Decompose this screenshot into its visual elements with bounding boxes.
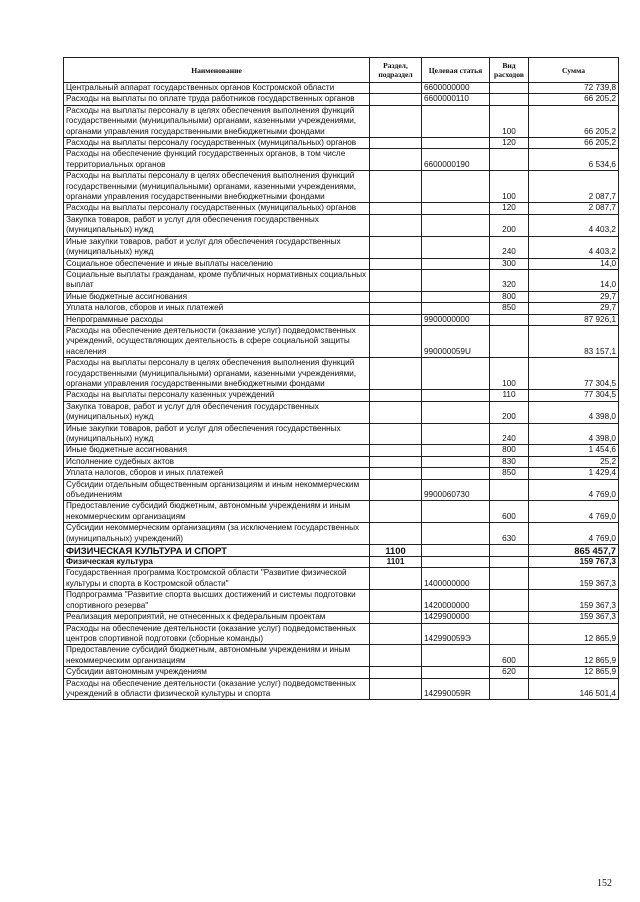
cell-section xyxy=(370,667,422,678)
cell-kind: 120 xyxy=(490,138,529,149)
cell-kind: 110 xyxy=(490,390,529,401)
cell-target xyxy=(422,667,490,678)
table-row xyxy=(64,94,619,105)
table-row xyxy=(64,390,619,401)
cell-kind: 800 xyxy=(490,445,529,456)
cell-kind xyxy=(490,590,529,612)
cell-kind: 830 xyxy=(490,456,529,467)
cell-section xyxy=(370,590,422,612)
header-kind: Вид расходов xyxy=(490,58,529,83)
cell-section xyxy=(370,149,422,171)
cell-target: 1420000000 xyxy=(422,590,490,612)
cell-name: Физическая культура xyxy=(64,557,370,568)
cell-target xyxy=(422,423,490,445)
cell-section xyxy=(370,203,422,214)
cell-section: 1101 xyxy=(370,557,422,568)
table-row xyxy=(64,468,619,479)
cell-section xyxy=(370,645,422,667)
cell-amount: 4 403,2 xyxy=(529,214,619,236)
table-row xyxy=(64,303,619,314)
cell-amount: 12 865,9 xyxy=(529,623,619,645)
cell-kind: 100 xyxy=(490,171,529,203)
cell-amount: 29,7 xyxy=(529,291,619,302)
cell-section xyxy=(370,105,422,137)
cell-name: Закупка товаров, работ и услуг для обеспечения государственных (муниципальных) нужд xyxy=(64,401,370,423)
table-row xyxy=(64,612,619,623)
cell-name: Расходы на выплаты по оплате труда работников государственных органов xyxy=(64,94,370,105)
table-row xyxy=(64,501,619,523)
cell-section xyxy=(370,423,422,445)
cell-section xyxy=(370,623,422,645)
cell-amount: 159 367,3 xyxy=(529,612,619,623)
cell-target xyxy=(422,138,490,149)
cell-section xyxy=(370,83,422,94)
cell-section xyxy=(370,445,422,456)
cell-kind xyxy=(490,612,529,623)
cell-section xyxy=(370,171,422,203)
cell-kind: 630 xyxy=(490,523,529,545)
cell-kind: 100 xyxy=(490,358,529,390)
cell-target xyxy=(422,214,490,236)
table-row xyxy=(64,138,619,149)
cell-name: Закупка товаров, работ и услуг для обеспечения государственных (муниципальных) нужд xyxy=(64,214,370,236)
cell-name: Иные бюджетные ассигнования xyxy=(64,445,370,456)
cell-target xyxy=(422,358,490,390)
cell-target xyxy=(422,557,490,568)
cell-amount: 83 157,1 xyxy=(529,325,619,357)
header-target: Целевая статья xyxy=(422,58,490,83)
cell-section xyxy=(370,214,422,236)
table-row xyxy=(64,479,619,501)
cell-kind xyxy=(490,149,529,171)
table-row xyxy=(64,667,619,678)
cell-section: 1100 xyxy=(370,545,422,557)
cell-kind xyxy=(490,314,529,325)
cell-name: Расходы на выплаты персоналу в целях обеспечения выполнения функций государственными (муниципальными) органами, казенными учреждениями, органами управления государственными внебюджетными фондами xyxy=(64,105,370,137)
cell-name: Расходы на выплаты персоналу в целях обеспечения выполнения функций государственными (муниципальными) органами, казенными учреждениями, органами управления государственными внебюджетными фондами xyxy=(64,171,370,203)
budget-table xyxy=(63,57,619,700)
cell-name: Предоставление субсидий бюджетным, автономным учреждениям и иным некоммерческим организациям xyxy=(64,501,370,523)
cell-target xyxy=(422,303,490,314)
cell-target xyxy=(422,236,490,258)
table-row xyxy=(64,623,619,645)
table-row xyxy=(64,314,619,325)
cell-section xyxy=(370,479,422,501)
cell-amount: 2 087,7 xyxy=(529,203,619,214)
table-row xyxy=(64,557,619,568)
cell-name: Исполнение судебных актов xyxy=(64,456,370,467)
cell-name: Уплата налогов, сборов и иных платежей xyxy=(64,303,370,314)
page-number: 152 xyxy=(597,878,612,889)
cell-target: 6600000000 xyxy=(422,83,490,94)
cell-amount: 1 454,6 xyxy=(529,445,619,456)
cell-kind xyxy=(490,83,529,94)
table-row xyxy=(64,105,619,137)
cell-kind: 300 xyxy=(490,258,529,269)
cell-name: Уплата налогов, сборов и иных платежей xyxy=(64,468,370,479)
cell-target xyxy=(422,291,490,302)
cell-amount: 2 087,7 xyxy=(529,171,619,203)
cell-name: Предоставление субсидий бюджетным, автономным учреждениям и иным некоммерческим организациям xyxy=(64,645,370,667)
cell-kind: 320 xyxy=(490,269,529,291)
cell-kind: 200 xyxy=(490,401,529,423)
cell-name: Расходы на выплаты персоналу государственных (муниципальных) органов xyxy=(64,138,370,149)
cell-amount: 14,0 xyxy=(529,269,619,291)
table-row xyxy=(64,83,619,94)
cell-target: 990000059U xyxy=(422,325,490,357)
table-row xyxy=(64,590,619,612)
cell-amount: 4 769,0 xyxy=(529,479,619,501)
cell-name: Расходы на обеспечение деятельности (оказание услуг) подведомственных учреждений в области физической культуры и спорта xyxy=(64,678,370,700)
cell-name: Социальные выплаты гражданам, кроме публичных нормативных социальных выплат xyxy=(64,269,370,291)
table-row xyxy=(64,291,619,302)
cell-kind xyxy=(490,479,529,501)
cell-amount: 6 534,6 xyxy=(529,149,619,171)
cell-name: Реализация мероприятий, не отнесенных к федеральным проектам xyxy=(64,612,370,623)
table-row xyxy=(64,678,619,700)
cell-section xyxy=(370,303,422,314)
cell-amount: 4 769,0 xyxy=(529,523,619,545)
table-row xyxy=(64,325,619,357)
cell-amount: 159 367,3 xyxy=(529,568,619,590)
cell-target xyxy=(422,523,490,545)
table-row xyxy=(64,545,619,557)
cell-amount: 66 205,2 xyxy=(529,94,619,105)
cell-name: Расходы на обеспечение деятельности (оказание услуг) подведомственных центров спортивной подготовки (сборные команды) xyxy=(64,623,370,645)
cell-amount: 14,0 xyxy=(529,258,619,269)
cell-name: Иные бюджетные ассигнования xyxy=(64,291,370,302)
cell-name: Расходы на обеспечение деятельности (оказание услуг) подведомственных учреждений, осуществляющих деятельность в сфере социальной защиты населения xyxy=(64,325,370,357)
cell-section xyxy=(370,258,422,269)
cell-target xyxy=(422,171,490,203)
cell-target xyxy=(422,401,490,423)
cell-kind: 620 xyxy=(490,667,529,678)
cell-section xyxy=(370,568,422,590)
cell-amount: 865 457,7 xyxy=(529,545,619,557)
cell-amount: 12 865,9 xyxy=(529,667,619,678)
cell-name: Подпрограмма "Развитие спорта высших достижений и системы подготовки спортивного резерва" xyxy=(64,590,370,612)
cell-section xyxy=(370,523,422,545)
cell-target xyxy=(422,390,490,401)
cell-kind: 850 xyxy=(490,468,529,479)
cell-name: Центральный аппарат государственных органов Костромской области xyxy=(64,83,370,94)
cell-amount: 66 205,2 xyxy=(529,138,619,149)
cell-section xyxy=(370,468,422,479)
cell-name: Государственная программа Костромской области "Развитие физической культуры и спорта в Костромской области" xyxy=(64,568,370,590)
table-row xyxy=(64,445,619,456)
table-row xyxy=(64,568,619,590)
cell-amount: 12 865,9 xyxy=(529,645,619,667)
cell-name: Субсидии некоммерческим организациям (за исключением государственных (муниципальных) учреждений) xyxy=(64,523,370,545)
cell-section xyxy=(370,501,422,523)
table-row xyxy=(64,203,619,214)
cell-kind xyxy=(490,325,529,357)
table-header-row xyxy=(64,58,619,83)
cell-target: 9900000000 xyxy=(422,314,490,325)
cell-amount: 4 398,0 xyxy=(529,401,619,423)
cell-name: Расходы на обеспечение функций государственных органов, в том числе территориальных органов xyxy=(64,149,370,171)
cell-kind xyxy=(490,545,529,557)
cell-kind: 240 xyxy=(490,423,529,445)
cell-target xyxy=(422,645,490,667)
cell-kind: 600 xyxy=(490,645,529,667)
cell-amount: 4 769,0 xyxy=(529,501,619,523)
table-row xyxy=(64,401,619,423)
cell-target: 6600000110 xyxy=(422,94,490,105)
cell-kind xyxy=(490,568,529,590)
header-section: Раздел, подраздел xyxy=(370,58,422,83)
cell-amount: 159 767,3 xyxy=(529,557,619,568)
cell-name: Расходы на выплаты персоналу в целях обеспечения выполнения функций государственными (муниципальными) органами, казенными учреждениями, органами управления государственными внебюджетными фондами xyxy=(64,358,370,390)
cell-section xyxy=(370,236,422,258)
cell-target xyxy=(422,468,490,479)
cell-section xyxy=(370,269,422,291)
cell-kind: 850 xyxy=(490,303,529,314)
cell-section xyxy=(370,456,422,467)
cell-name: Расходы на выплаты персоналу казенных учреждений xyxy=(64,390,370,401)
cell-kind xyxy=(490,557,529,568)
table-row xyxy=(64,423,619,445)
cell-name: Субсидии автономным учреждениям xyxy=(64,667,370,678)
cell-name: Субсидии отдельным общественным организациям и иным некоммерческим объединениям xyxy=(64,479,370,501)
cell-target xyxy=(422,456,490,467)
cell-target xyxy=(422,203,490,214)
cell-section xyxy=(370,678,422,700)
cell-amount: 1 429,4 xyxy=(529,468,619,479)
cell-amount: 4 403,2 xyxy=(529,236,619,258)
cell-amount: 159 367,3 xyxy=(529,590,619,612)
cell-kind: 200 xyxy=(490,214,529,236)
cell-section xyxy=(370,94,422,105)
cell-kind: 800 xyxy=(490,291,529,302)
cell-name: ФИЗИЧЕСКАЯ КУЛЬТУРА И СПОРТ xyxy=(64,545,370,557)
cell-amount: 77 304,5 xyxy=(529,390,619,401)
table-row xyxy=(64,258,619,269)
cell-target xyxy=(422,258,490,269)
table-row xyxy=(64,645,619,667)
cell-amount: 77 304,5 xyxy=(529,358,619,390)
cell-amount: 146 501,4 xyxy=(529,678,619,700)
cell-target: 9900060730 xyxy=(422,479,490,501)
cell-section xyxy=(370,325,422,357)
table-row xyxy=(64,149,619,171)
cell-name: Иные закупки товаров, работ и услуг для обеспечения государственных (муниципальных) нужд xyxy=(64,236,370,258)
cell-target: 6600000190 xyxy=(422,149,490,171)
cell-target xyxy=(422,105,490,137)
cell-amount: 72 739,8 xyxy=(529,83,619,94)
cell-amount: 25,2 xyxy=(529,456,619,467)
cell-section xyxy=(370,612,422,623)
cell-name: Социальное обеспечение и иные выплаты населению xyxy=(64,258,370,269)
cell-section xyxy=(370,291,422,302)
cell-target: 142990059R xyxy=(422,678,490,700)
cell-section xyxy=(370,390,422,401)
header-name: Наименование xyxy=(64,58,370,83)
cell-target xyxy=(422,445,490,456)
table-row xyxy=(64,456,619,467)
cell-target xyxy=(422,545,490,557)
table-row xyxy=(64,523,619,545)
cell-target: 1429900000 xyxy=(422,612,490,623)
table-row xyxy=(64,214,619,236)
header-amount: Сумма xyxy=(529,58,619,83)
cell-amount: 87 926,1 xyxy=(529,314,619,325)
cell-kind: 600 xyxy=(490,501,529,523)
cell-amount: 4 398,0 xyxy=(529,423,619,445)
cell-kind: 100 xyxy=(490,105,529,137)
cell-kind xyxy=(490,623,529,645)
cell-section xyxy=(370,358,422,390)
table-body xyxy=(64,83,619,700)
table-row xyxy=(64,236,619,258)
cell-name: Иные закупки товаров, работ и услуг для обеспечения государственных (муниципальных) нужд xyxy=(64,423,370,445)
cell-amount: 66 205,2 xyxy=(529,105,619,137)
cell-target: 142990059Э xyxy=(422,623,490,645)
table-row xyxy=(64,269,619,291)
cell-name: Расходы на выплаты персоналу государственных (муниципальных) органов xyxy=(64,203,370,214)
cell-section xyxy=(370,314,422,325)
cell-kind: 240 xyxy=(490,236,529,258)
cell-section xyxy=(370,138,422,149)
cell-name: Непрограммные расходы xyxy=(64,314,370,325)
cell-target xyxy=(422,269,490,291)
cell-kind xyxy=(490,678,529,700)
cell-kind xyxy=(490,94,529,105)
cell-amount: 29,7 xyxy=(529,303,619,314)
cell-section xyxy=(370,401,422,423)
table-row xyxy=(64,358,619,390)
table-row xyxy=(64,171,619,203)
cell-target xyxy=(422,501,490,523)
cell-kind: 120 xyxy=(490,203,529,214)
cell-target: 1400000000 xyxy=(422,568,490,590)
